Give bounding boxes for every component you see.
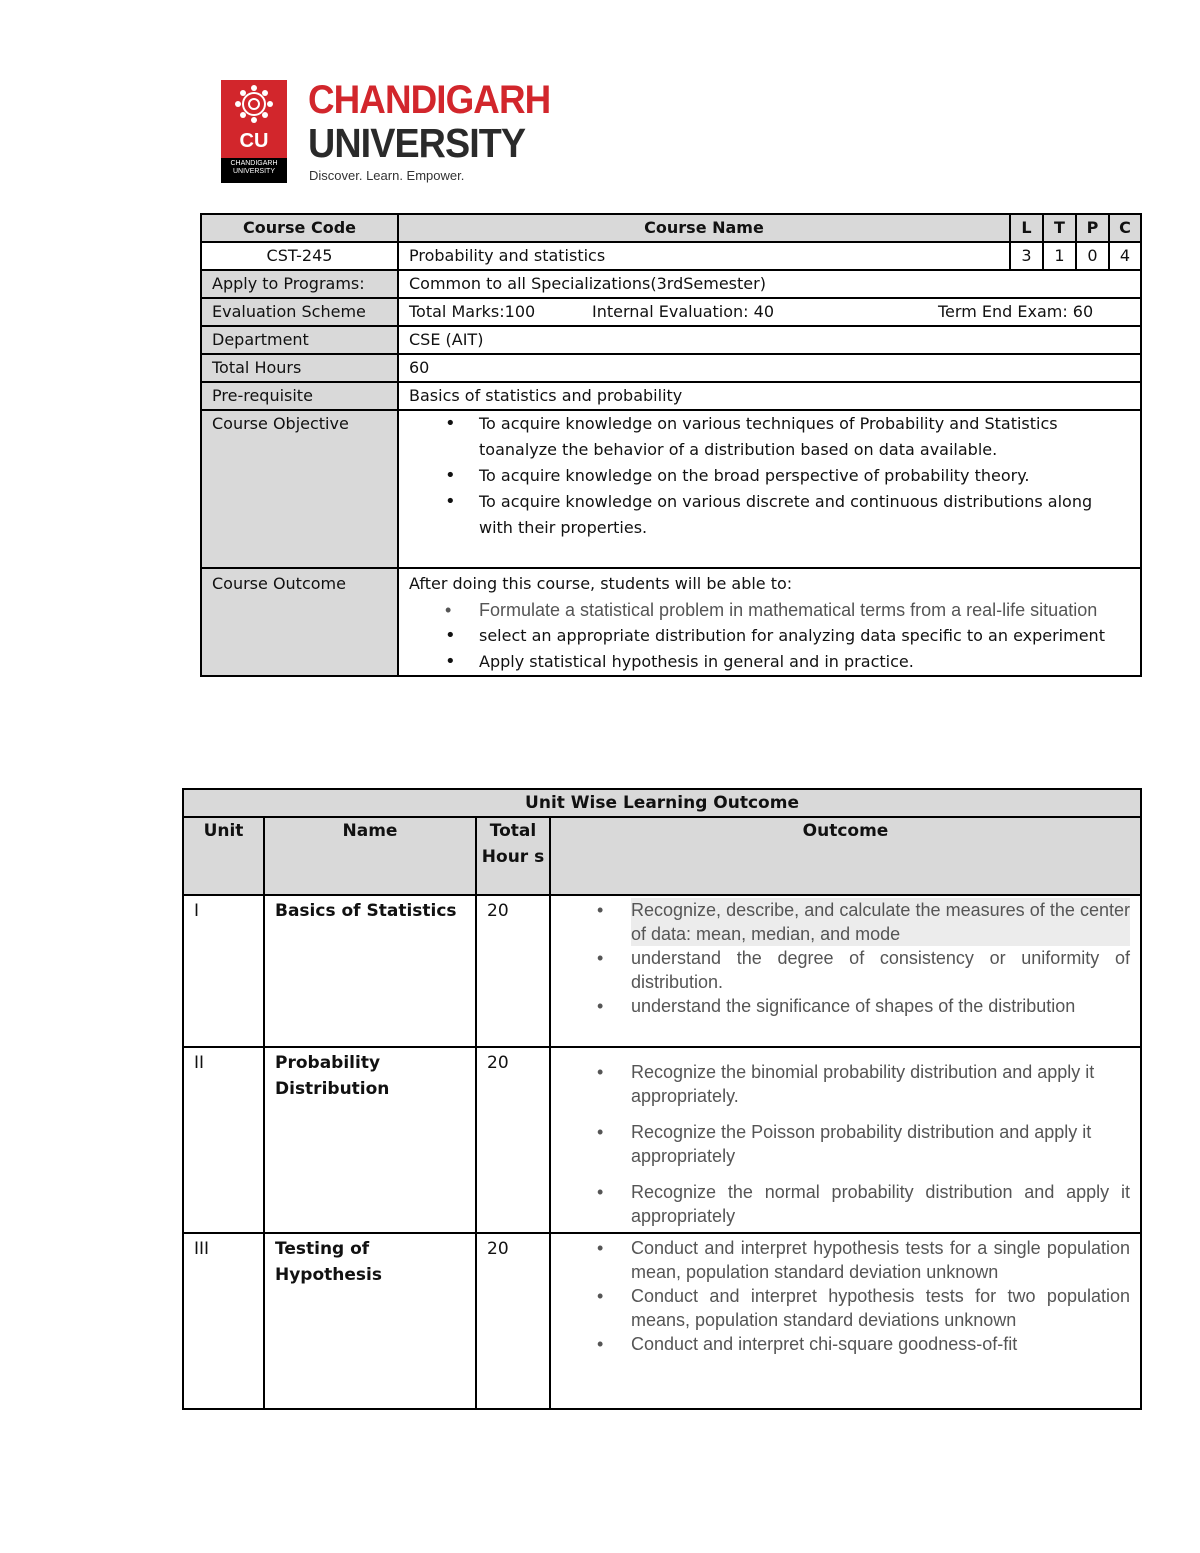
list-item: • Conduct and interpret hypothesis tests for a single population mean, population standard deviation unknown bbox=[631, 1236, 1130, 1284]
table-row bbox=[201, 326, 1141, 354]
course-outcome-label: Course Outcome bbox=[201, 568, 398, 676]
unit-outcome-table bbox=[182, 788, 1142, 1410]
outcome-list bbox=[409, 597, 1130, 675]
name-header: Name bbox=[264, 817, 476, 895]
table-row bbox=[183, 1233, 1141, 1409]
table-row bbox=[201, 410, 1141, 568]
unit-outcomes bbox=[550, 895, 1141, 1047]
table-header-row bbox=[201, 214, 1141, 242]
unit-outcomes bbox=[550, 1233, 1141, 1409]
eval-value bbox=[398, 298, 1141, 326]
l-value: 3 bbox=[1010, 242, 1043, 270]
list-item: • Formulate a statistical problem in mathematical terms from a real-life situation bbox=[479, 597, 1130, 623]
logo-seal-text: CU bbox=[239, 130, 269, 152]
logo-seal-subtext: CHANDIGARH UNIVERSITY bbox=[230, 160, 278, 175]
unit-number: III bbox=[183, 1233, 264, 1409]
unit-outcomes bbox=[550, 1047, 1141, 1233]
gear-emblem-icon bbox=[221, 80, 287, 135]
list-item: • To acquire knowledge on various techniques of Probability and Statistics toanalyze the behavior of a distribution based on data available. bbox=[479, 411, 1130, 463]
course-info-table bbox=[200, 213, 1142, 677]
list-item: • To acquire knowledge on the broad perspective of probability theory. bbox=[479, 463, 1130, 489]
apply-value: Common to all Specializations(3rdSemester) bbox=[398, 270, 1141, 298]
unit-header: Unit bbox=[183, 817, 264, 895]
eval-total: Total Marks:100 bbox=[409, 302, 536, 321]
unit-name: Testing of Hypothesis bbox=[264, 1233, 476, 1409]
table-row bbox=[201, 382, 1141, 410]
table-row bbox=[201, 568, 1141, 676]
outcome-header: Outcome bbox=[550, 817, 1141, 895]
course-outcome-value bbox=[398, 568, 1141, 676]
apply-label: Apply to Programs: bbox=[201, 270, 398, 298]
list-item: • understand the degree of consistency or uniformity of distribution. bbox=[631, 946, 1130, 994]
t-header: T bbox=[1043, 214, 1076, 242]
p-value: 0 bbox=[1076, 242, 1109, 270]
total-hours-label: Total Hours bbox=[201, 354, 398, 382]
unit-name: Probability Distribution bbox=[264, 1047, 476, 1233]
course-objective-value bbox=[398, 410, 1141, 568]
prerequisite-value: Basics of statistics and probability bbox=[398, 382, 1141, 410]
table-row bbox=[183, 895, 1141, 1047]
outcome-list bbox=[561, 1236, 1130, 1356]
eval-label: Evaluation Scheme bbox=[201, 298, 398, 326]
outcome-intro: After doing this course, students will be able to: bbox=[409, 574, 793, 593]
table-row bbox=[201, 270, 1141, 298]
unit-hours: 20 bbox=[476, 1233, 550, 1409]
list-item: • Recognize, describe, and calculate the measures of the center of data: mean, median, and mode bbox=[631, 898, 1130, 946]
objective-list bbox=[409, 411, 1130, 541]
table-row bbox=[201, 242, 1141, 270]
t-value: 1 bbox=[1043, 242, 1076, 270]
list-item: • Recognize the binomial probability distribution and apply it appropriately. bbox=[631, 1060, 1130, 1108]
c-header: C bbox=[1109, 214, 1141, 242]
logo-tagline: Discover. Learn. Empower. bbox=[309, 168, 465, 183]
unit-name: Basics of Statistics bbox=[264, 895, 476, 1047]
department-label: Department bbox=[201, 326, 398, 354]
p-header: P bbox=[1076, 214, 1109, 242]
university-logo bbox=[221, 78, 551, 186]
logo-name-line1: CHANDIGARH bbox=[308, 78, 551, 122]
outcome-list bbox=[561, 898, 1130, 1018]
list-item: • Conduct and interpret hypothesis tests for two population means, population standard deviations unknown bbox=[631, 1284, 1130, 1332]
list-item: • To acquire knowledge on various discrete and continuous distributions along with their properties. bbox=[479, 489, 1130, 541]
list-item: • Apply statistical hypothesis in general and in practice. bbox=[479, 649, 1130, 675]
table-title-row bbox=[183, 789, 1141, 817]
list-item: • understand the significance of shapes of the distribution bbox=[631, 994, 1130, 1018]
table-row bbox=[201, 354, 1141, 382]
logo-seal bbox=[221, 80, 287, 183]
course-name-header: Course Name bbox=[398, 214, 1010, 242]
total-hours-value: 60 bbox=[398, 354, 1141, 382]
unit-hours: 20 bbox=[476, 895, 550, 1047]
prerequisite-label: Pre-requisite bbox=[201, 382, 398, 410]
unit-hours: 20 bbox=[476, 1047, 550, 1233]
table-row bbox=[183, 1047, 1141, 1233]
course-code: CST-245 bbox=[201, 242, 398, 270]
outcome-list bbox=[561, 1060, 1130, 1228]
course-objective-label: Course Objective bbox=[201, 410, 398, 568]
eval-internal: Internal Evaluation: 40 bbox=[592, 302, 775, 321]
unit-number: I bbox=[183, 895, 264, 1047]
list-item: • select an appropriate distribution for analyzing data specific to an experiment bbox=[479, 623, 1130, 649]
department-value: CSE (AIT) bbox=[398, 326, 1141, 354]
list-item: • Recognize the Poisson probability distribution and apply it appropriately bbox=[631, 1120, 1130, 1168]
hours-header: Total Hour s bbox=[476, 817, 550, 895]
list-item: • Recognize the normal probability distribution and apply it appropriately bbox=[631, 1180, 1130, 1228]
c-value: 4 bbox=[1109, 242, 1141, 270]
l-header: L bbox=[1010, 214, 1043, 242]
unit-table-title: Unit Wise Learning Outcome bbox=[183, 789, 1141, 817]
list-item: • Conduct and interpret chi-square goodness-of-fit bbox=[631, 1332, 1130, 1356]
course-name: Probability and statistics bbox=[398, 242, 1010, 270]
table-header-row bbox=[183, 817, 1141, 895]
table-row bbox=[201, 298, 1141, 326]
unit-number: II bbox=[183, 1047, 264, 1233]
eval-term: Term End Exam: 60 bbox=[938, 302, 1094, 321]
logo-name-line2: UNIVERSITY bbox=[308, 120, 526, 166]
course-code-header: Course Code bbox=[201, 214, 398, 242]
